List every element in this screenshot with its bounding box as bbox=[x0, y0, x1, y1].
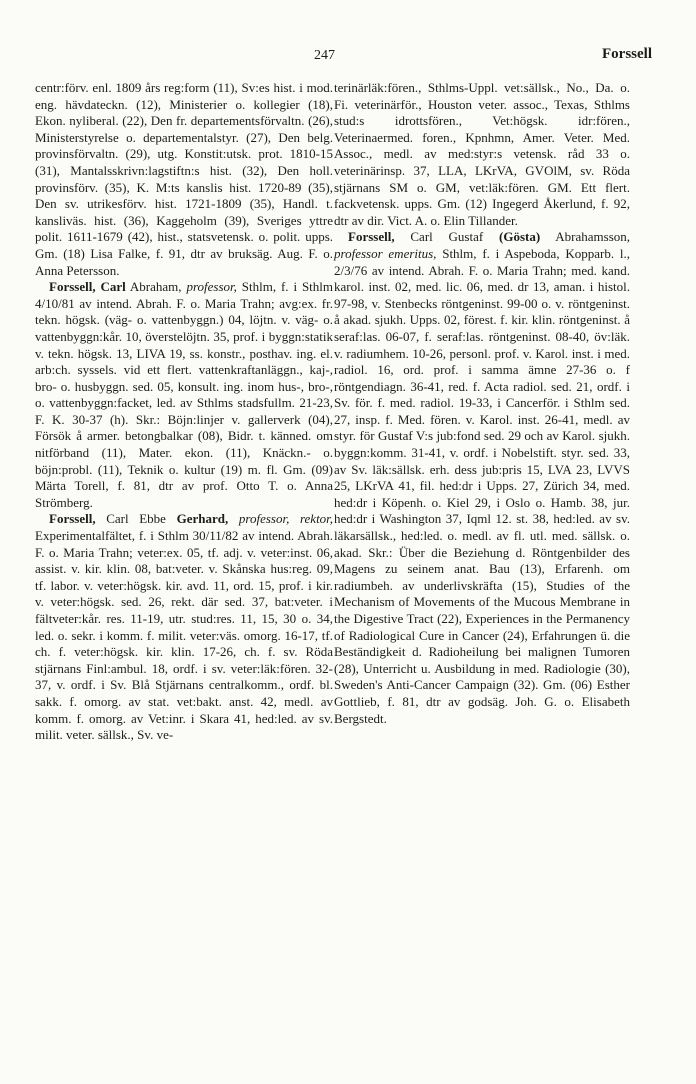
entry-continuation: centr:förv. enl. 1809 års reg:form (11), Sv:es hist. i mod. eng. hävdateckn. (12), Ministerier o. kollegier (18), Ekon. nyliberal. (22), Den fr. departementsförvaltn. (26), Ministerstyrelse o. departementalstyr. (27), Den belg. provinsförvaltn. (29), utg. Konstit:utsk. prot. 1810-15 (31), Mantalsskrivn:lagstiftn:s hist. (32), Den holl. provinsförv. (35), K. M:ts kanslis hist. 1720-89 (35), Den sv. utrikesförv. hist. 1721-1809 (35), Handl. t. kansliväs. hist. (36), Kaggeholm (39), Sveriges yttre polit. 1611-1679 (42), hist., statsvetensk. o. polit. upps. Gm. (18) Lisa Falke, f. 91, dtr av bruksäg. Aug. F. o. Anna Petersson. bbox=[35, 80, 333, 278]
page-header bbox=[0, 48, 696, 72]
entry-body: Sthlm, f. i Aspeboda, Kopparb. l., 2/3/76 av intend. Abrah. F. o. Maria Trahn; med. kand. karol. inst. 02, med. lic. 06, med. dr 13, aman. i histol. 97-98, v. Stenbecks röntgeninst. 99-00 o. v. röntgeninst. å akad. sjukh. Upps. 02, förest. f. kir. klin. röntgeninst. å seraf:las. 06-07, f. seraf:las. röntgeninst. 08-40, öv:läk. v. radiumhem. 10-26, personl. prof. v. Karol. inst. i med. radiol. 16, ord. prof. i samma ämne 27-36 o. f röntgendiagn. 36-41, red. f. Acta radiol. sed. 21, ordf. i Sv. för. f. med. radiol. 19-33, i Cancerför. i Sthlm sed. 27, insp. f. Med. fören. v. Karol. inst. 26-41, medl. av styr. för Gustaf V:s jub:fond sed. 29 och av Karol. sjukh. byggn:komm. 31-41, v. ordf. i Nobelstift. styr. sed. 33, av Sv. läk:sällsk. erh. dess jub:pris 15, LVA 23, LVVS 25, LKrVA 41, fil. hed:dr i Upps. 27, Zürich 34, med. hed:dr i Köpenh. o. Kiel 29, i Oslo o. Hamb. 38, jur. hed:dr i Washington 37, Iqml 12. st. 38, hed:led. av sv. läkarsällsk., hed:led. o. medl. av fl. utl. med. sällsk. o. akad. Skr.: Über die Beziehung d. Röntgenbilder des Magens zu seinem anat. Bau (13), Erfarenh. om radiumbeh. av underlivskräfta (15), Studies of the Mechanism of Movements of the Mucous Membrane in the Digestive Tract (22), Experiences in the Permanency of Radiological Cure in Cancer (24), Erfahrungen ü. die Beständigkeit d. Radioheilung bei malignen Tumoren (28), Unterricht u. Ausbildung in med. Radiologie (30), Sweden's Anti-Cancer Campaign (32). Gm. (06) Esther Gottlieb, f. 81, dtr av godsäg. Joh. G. o. Elisabeth Bergstedt. bbox=[334, 245, 630, 726]
entry-surname: Forssell, bbox=[348, 229, 395, 245]
entry-title: professor emeritus, bbox=[334, 245, 437, 261]
right-column bbox=[334, 80, 630, 727]
entry-body: Sthlm, f. i Sthlm 4/10/81 av intend. Abrah. F. o. Maria Trahn; avg:ex. fr. tekn. högsk. (väg- o. vattenbyggn.) 04, löjtn. v. väg- o. vattenbyggn:kår. 10, överstelöjtn. 35, prof. i byggn:statik v. tekn. högsk. 13, LIVA 19, ss. konstr., posthav. ing. el. arb:ch. syssels. vid ett flert. vattenkraftanläggn., kaj-, bro- o. husbyggn. sed. 05, konsult. ing. inom hus-, bro-, o. vattenbyggn:facket, led. av Sthlms stadsfullm. 21-23, F. K. 30-37 (h). Skr.: Böjn:linjer v. gallerverk (04), Försök å armer. betongbalkar (08), Bidr. t. känned. om nitförband (11), Mater. ekon. (11), Knäckn.- o. böjn:probl. (11), Teknik o. kultur (19) m. fl. Gm. (09) Märta Torell, f. 81, dtr av prof. Otto T. o. Anna Strömberg. bbox=[35, 279, 334, 510]
entry-given-name: Gerhard, bbox=[176, 511, 229, 527]
entry-gosta-forssell bbox=[334, 229, 630, 727]
entry-gerhard-forssell bbox=[35, 511, 333, 743]
entry-carl-abraham-forssell bbox=[35, 279, 333, 511]
entry-given-name: Carl bbox=[100, 279, 126, 295]
entry-name-rest: Abraham, bbox=[129, 279, 182, 295]
entry-name-rest: Carl Gustaf bbox=[410, 229, 484, 245]
left-column bbox=[35, 80, 333, 744]
entry-name-rest: Carl Ebbe bbox=[106, 511, 166, 527]
page-number: 247 bbox=[314, 48, 335, 63]
entry-name-rest-b: Abrahamsson, bbox=[555, 229, 631, 245]
entry-given-name: (Gösta) bbox=[499, 229, 541, 245]
entry-body: Experimentalfältet, f. i Sthlm 30/11/82 av intend. Abrah. F. o. Maria Trahn; veter:ex. 05, tf. adj. v. veter:inst. 06, assist. v. kir. klin. 08, bat:veter. v. Skånska hus:reg. 09, tf. labor. v. veter:högsk. kir. avd. 11, ord. 15, prof. i kir. v. veter:högsk. sed. 26, rekt. där sed. 37, bat:veter. i fältveter:kår. res. 11-19, utr. stud:res. 11, 15, 30 o. 34, led. o. sekr. i komm. f. milit. veter:väs. omorg. 16-17, tf. ch. f. veter:högsk. kir. klin. 17-26, ch. f. sv. Röda stjärnans Finl:ambul. 18, ordf. i sv. veter:läk:fören. 32-37, v. ordf. i Sv. Blå Stjärnans centralkomm., ordf. bl. sakk. f. omorg. av stat. vet:bakt. anst. 42, medl. av komm. f. omorg. av Vet:inr. i Skara 41, hed:led. av sv. milit. veter. sällsk., Sv. ve- bbox=[35, 528, 333, 743]
entry-title: professor, bbox=[186, 279, 237, 295]
entry-surname: Forssell, bbox=[49, 279, 96, 295]
entry-title: professor, rektor, bbox=[238, 511, 334, 527]
entry-surname: Forssell, bbox=[49, 511, 96, 527]
running-head: Forssell bbox=[602, 46, 652, 62]
entry-continuation: terinärläk:fören., Sthlms-Uppl. vet:sällsk., No., Da. o. Fi. veterinärför., Houston veter. assoc., Texas, Sthlms stud:s idrottsfören., Vet:högsk. idr:fören., Veterinaermed. foren., Kpnhmn, Amer. Veter. Med. Assoc., medl. av med:styr:s vetensk. råd 33 o. veterinärinsp. 37, LLA, LKrVA, GVOlM, sv. Röda stjärnans SM o. GM, vet:läk:fören. GM. Ett flert. fackvetensk. upps. Gm. (12) Ingegerd Åkerlund, f. 92, dtr av dir. Vict. A. o. Elin Tillander. bbox=[334, 80, 630, 228]
